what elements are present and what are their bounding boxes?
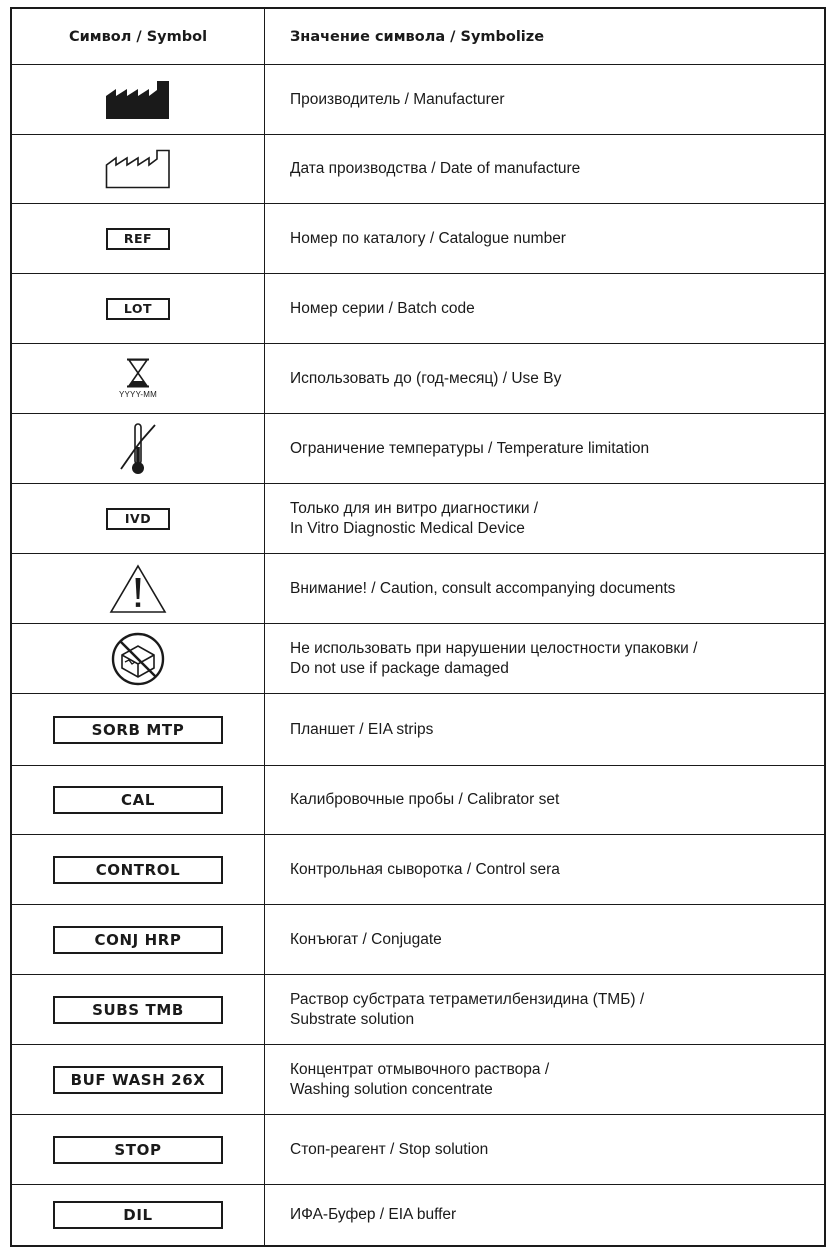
table-row-control — [12, 835, 824, 905]
header-meaning: Значение символа / Symbolize — [290, 28, 545, 45]
table-row-lot — [12, 274, 824, 344]
table-row-damaged-package — [12, 624, 824, 694]
row-text: Внимание! / Caution, consult accompanying documents — [290, 579, 676, 597]
dil-symbol-box: DIL — [53, 1201, 223, 1229]
table-row-conj-hrp — [12, 905, 824, 975]
ivd-symbol-box: IVD — [106, 508, 170, 530]
lot-symbol-box: LOT — [106, 298, 170, 320]
row-text: Калибровочные пробы / Calibrator set — [290, 791, 560, 808]
row-text: Стоп-реагент / Stop solution — [290, 1140, 489, 1158]
row-text: Дата производства / Date of manufacture — [290, 160, 581, 177]
table-row-cal — [12, 766, 824, 835]
thermometer-icon — [118, 421, 158, 477]
manufacturer-factory-filled-icon — [105, 80, 171, 120]
row-text: Номер серии / Batch code — [290, 299, 475, 317]
table-row-ivd — [12, 484, 824, 554]
table-row-subs-tmb — [12, 975, 824, 1045]
ref-symbol-box: REF — [106, 228, 170, 250]
sorb-mtp-symbol-box: SORB MTP — [53, 716, 223, 744]
table-row-stop — [12, 1115, 824, 1185]
table-row-caution — [12, 554, 824, 624]
table-row-manufacturer — [12, 65, 824, 135]
row-text: Ограничение температуры / Temperature limitation — [290, 439, 650, 457]
row-text: Использовать до (год-месяц) / Use By — [290, 369, 562, 387]
damaged-package-icon — [110, 631, 166, 687]
header-symbol: Символ / Symbol — [68, 28, 208, 45]
stop-symbol-box: STOP — [53, 1136, 223, 1164]
caution-triangle-icon — [109, 564, 167, 614]
symbols-table — [10, 7, 826, 1247]
cal-symbol-box: CAL — [53, 786, 223, 814]
hourglass-caption: YYYY-MM — [118, 390, 157, 399]
row-text: Номер по каталогу / Catalogue number — [290, 229, 566, 247]
table-row-dil — [12, 1185, 824, 1245]
row-text-line-1: Только для ин витро диагностики / — [290, 499, 539, 517]
row-text: Конъюгат / Conjugate — [290, 930, 442, 948]
table-row-ref — [12, 204, 824, 274]
row-text-line-1: Раствор субстрата тетраметилбензидина (ТМБ) / — [290, 990, 645, 1008]
date-of-manufacture-factory-outline-icon — [105, 149, 171, 189]
table-row-sorb-mtp — [12, 694, 824, 766]
conj-hrp-symbol-box: CONJ HRP — [53, 926, 223, 954]
table-row-temperature — [12, 414, 824, 484]
row-text: Планшет / EIA strips — [290, 720, 434, 738]
row-text-line-1: Концентрат отмывочного раствора / — [290, 1060, 550, 1078]
buf-wash-symbol-box: BUF WASH 26X — [53, 1066, 223, 1094]
row-text: Производитель / Manufacturer — [290, 90, 505, 108]
hourglass-icon — [126, 358, 150, 388]
row-text-line-2: Washing solution concentrate — [290, 1080, 493, 1098]
table-row-use-by — [12, 344, 824, 414]
control-symbol-box: CONTROL — [53, 856, 223, 884]
row-text-line-2: In Vitro Diagnostic Medical Device — [290, 519, 525, 537]
table-row-buf-wash — [12, 1045, 824, 1115]
row-text-line-2: Substrate solution — [290, 1010, 415, 1028]
table-row-date-of-manufacture — [12, 135, 824, 204]
row-text: ИФА-Буфер / EIA buffer — [290, 1206, 457, 1223]
subs-tmb-symbol-box: SUBS TMB — [53, 996, 223, 1024]
table-header-row — [12, 9, 824, 65]
row-text-line-2: Do not use if package damaged — [290, 659, 509, 677]
row-text: Контрольная сыворотка / Control sera — [290, 860, 560, 878]
row-text-line-1: Не использовать при нарушении целостности упаковки / — [290, 639, 698, 657]
